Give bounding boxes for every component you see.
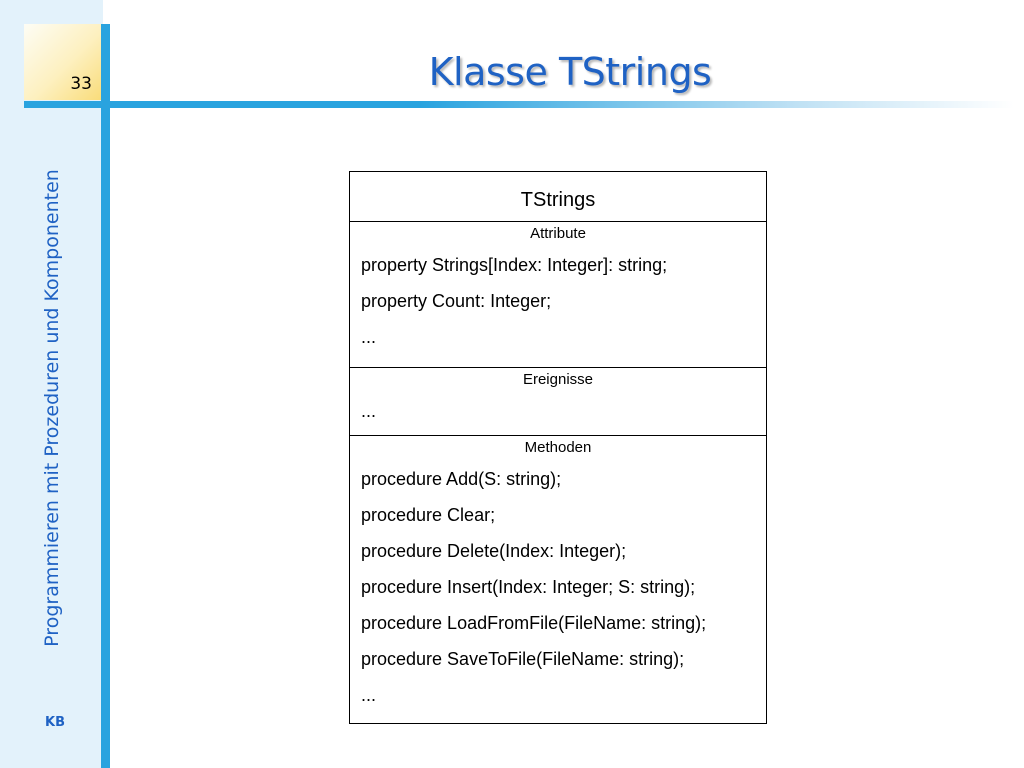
uml-class-box xyxy=(349,171,767,724)
header-rule xyxy=(24,101,1014,108)
page-number: 33 xyxy=(70,74,92,94)
sidebar-rule xyxy=(101,24,110,768)
slide-title: Klasse TStrings xyxy=(428,50,712,94)
attributes-section xyxy=(350,222,766,368)
attribute-item: property Strings[Index: Integer]: string; xyxy=(361,255,668,275)
method-item: procedure Insert(Index: Integer; S: string); xyxy=(361,577,696,597)
page-number-box xyxy=(24,24,101,100)
attribute-item: property Count: Integer; xyxy=(361,291,552,311)
events-section xyxy=(350,368,766,436)
method-item: procedure LoadFromFile(FileName: string); xyxy=(361,613,707,633)
attributes-header: Attribute xyxy=(530,225,586,242)
class-name: TStrings xyxy=(350,172,766,222)
methods-ellipsis: ... xyxy=(361,685,377,705)
events-header: Ereignisse xyxy=(522,371,594,388)
methods-section xyxy=(350,436,766,711)
sidebar-title: Programmieren mit Prozeduren und Komponenten xyxy=(41,169,63,647)
events-ellipsis: ... xyxy=(361,401,377,421)
attributes-ellipsis: ... xyxy=(361,327,377,347)
footer-label: KB xyxy=(45,715,65,730)
methods-header: Methoden xyxy=(524,439,592,456)
method-item: procedure Clear; xyxy=(361,505,496,525)
method-item: procedure Delete(Index: Integer); xyxy=(361,541,627,561)
method-item: procedure SaveToFile(FileName: string); xyxy=(361,649,685,669)
method-item: procedure Add(S: string); xyxy=(361,469,562,489)
